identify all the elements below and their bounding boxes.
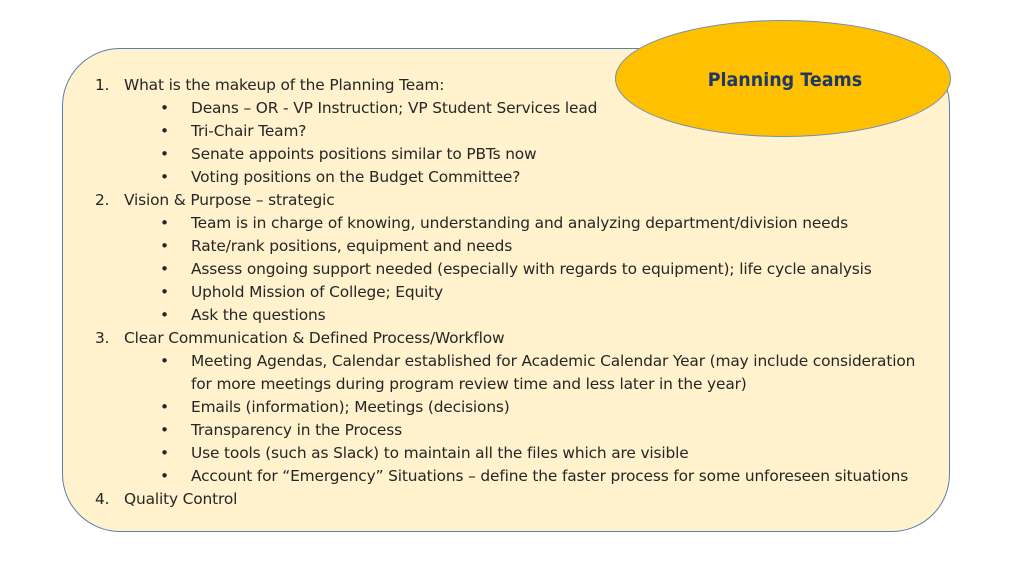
item-number: 4.: [95, 490, 110, 508]
bullet-text: Use tools (such as Slack) to maintain all the files which are visible: [191, 444, 689, 462]
bullet-text: Tri-Chair Team?: [191, 122, 307, 140]
bullet-dot-icon: •: [160, 352, 169, 370]
list-item-2: [95, 189, 925, 327]
numbered-list: [95, 74, 925, 511]
bullet-dot-icon: •: [160, 214, 169, 232]
item-number: 1.: [95, 76, 110, 94]
bullet-text: Meeting Agendas, Calendar established for Academic Calendar Year (may include consideration for more meetings during program review time and less later in the year): [191, 352, 916, 393]
bullet-list: [124, 212, 925, 327]
bullet-text: Deans – OR - VP Instruction; VP Student Services lead: [191, 99, 598, 117]
bullet-item: [124, 166, 925, 189]
list-item-1: [95, 74, 925, 189]
bullet-item: [124, 350, 925, 396]
item-number: 2.: [95, 191, 110, 209]
bullet-text: Account for “Emergency” Situations – define the faster process for some unforeseen situations: [191, 467, 909, 485]
bullet-text: Team is in charge of knowing, understanding and analyzing department/division needs: [191, 214, 848, 232]
bullet-item: [124, 143, 925, 166]
bullet-list: [124, 97, 925, 189]
bullet-item: [124, 442, 925, 465]
bullet-dot-icon: •: [160, 145, 169, 163]
item-number: 3.: [95, 329, 110, 347]
badge-title: Planning Teams: [707, 69, 863, 91]
bullet-list: [124, 350, 925, 488]
bullet-dot-icon: •: [160, 168, 169, 186]
bullet-dot-icon: •: [160, 283, 169, 301]
bullet-item: [124, 419, 925, 442]
bullet-text: Emails (information); Meetings (decisions): [191, 398, 510, 416]
bullet-text: Rate/rank positions, equipment and needs: [191, 237, 513, 255]
item-text: Vision & Purpose – strategic: [124, 191, 335, 209]
list-item-3: [95, 327, 925, 488]
bullet-dot-icon: •: [160, 467, 169, 485]
bullet-item: [124, 396, 925, 419]
bullet-item: [124, 97, 925, 120]
bullet-text: Uphold Mission of College; Equity: [191, 283, 444, 301]
bullet-dot-icon: •: [160, 99, 169, 117]
bullet-text: Ask the questions: [191, 306, 326, 324]
bullet-dot-icon: •: [160, 237, 169, 255]
bullet-item: [124, 120, 925, 143]
bullet-item: [124, 235, 925, 258]
bullet-item: [124, 304, 925, 327]
bullet-dot-icon: •: [160, 398, 169, 416]
bullet-dot-icon: •: [160, 306, 169, 324]
list-item-4: [95, 488, 925, 511]
bullet-item: [124, 212, 925, 235]
bullet-item: [124, 258, 925, 281]
bullet-text: Senate appoints positions similar to PBTs now: [191, 145, 537, 163]
bullet-dot-icon: •: [160, 421, 169, 439]
item-text: Quality Control: [124, 490, 238, 508]
bullet-text: Assess ongoing support needed (especially with regards to equipment); life cycle analysis: [191, 260, 872, 278]
item-text: Clear Communication & Defined Process/Workflow: [124, 329, 505, 347]
bullet-item: [124, 281, 925, 304]
bullet-dot-icon: •: [160, 444, 169, 462]
item-text: What is the makeup of the Planning Team:: [124, 76, 445, 94]
outline-list: [95, 74, 925, 511]
bullet-text: Voting positions on the Budget Committee?: [191, 168, 521, 186]
bullet-dot-icon: •: [160, 122, 169, 140]
bullet-item: [124, 465, 925, 488]
bullet-dot-icon: •: [160, 260, 169, 278]
bullet-text: Transparency in the Process: [191, 421, 402, 439]
